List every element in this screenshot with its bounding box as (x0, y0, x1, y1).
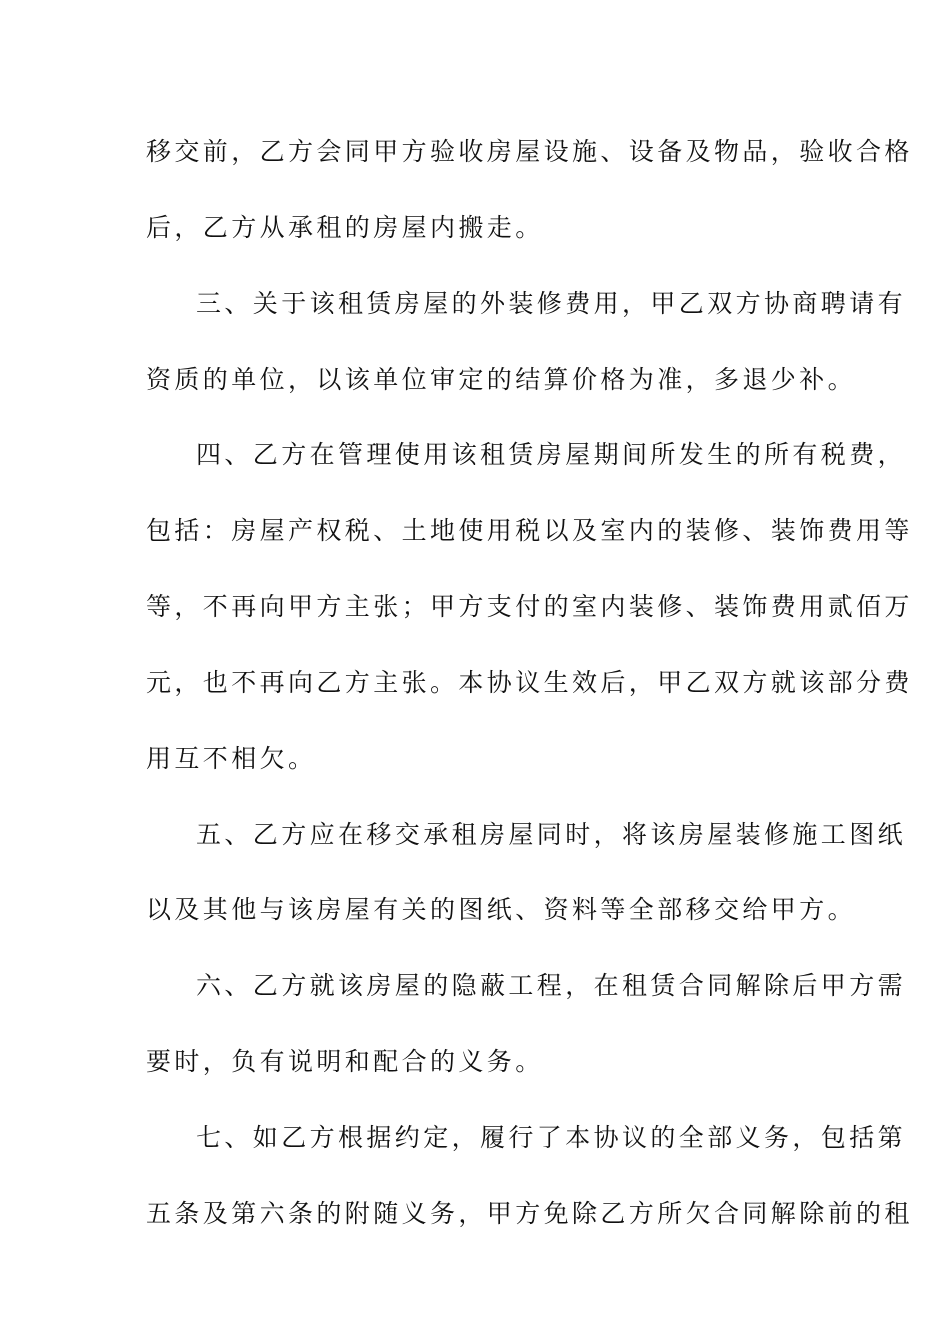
text-line: 用互不相欠。 (146, 744, 317, 773)
paragraph-3-start: 三、关于该租赁房屋的外装修费用，甲乙双方协商聘请有 (196, 289, 907, 318)
paragraph-6-start: 六、乙方就该房屋的隐蔽工程，在租赁合同解除后甲方需 (196, 971, 907, 1000)
text-line: 元，也不再向乙方主张。本协议生效后，甲乙双方就该部分费 (146, 668, 913, 697)
text-line: 后，乙方从承租的房屋内搬走。 (146, 213, 544, 242)
text-line: 等，不再向甲方主张；甲方支付的室内装修、装饰费用贰佰万 (146, 592, 913, 621)
paragraph-4-start: 四、乙方在管理使用该租赁房屋期间所发生的所有税费， (196, 440, 907, 469)
text-line: 包括：房屋产权税、土地使用税以及室内的装修、装饰费用等 (146, 516, 913, 545)
text-line: 五条及第六条的附随义务，甲方免除乙方所欠合同解除前的租 (146, 1199, 913, 1228)
text-line: 资质的单位，以该单位审定的结算价格为准，多退少补。 (146, 365, 857, 394)
text-line: 要时，负有说明和配合的义务。 (146, 1047, 544, 1076)
paragraph-5-start: 五、乙方应在移交承租房屋同时，将该房屋装修施工图纸 (196, 820, 907, 849)
text-line: 移交前，乙方会同甲方验收房屋设施、设备及物品，验收合格 (146, 137, 913, 166)
paragraph-7-start: 七、如乙方根据约定，履行了本协议的全部义务，包括第 (196, 1123, 907, 1152)
text-line: 以及其他与该房屋有关的图纸、资料等全部移交给甲方。 (146, 895, 857, 924)
